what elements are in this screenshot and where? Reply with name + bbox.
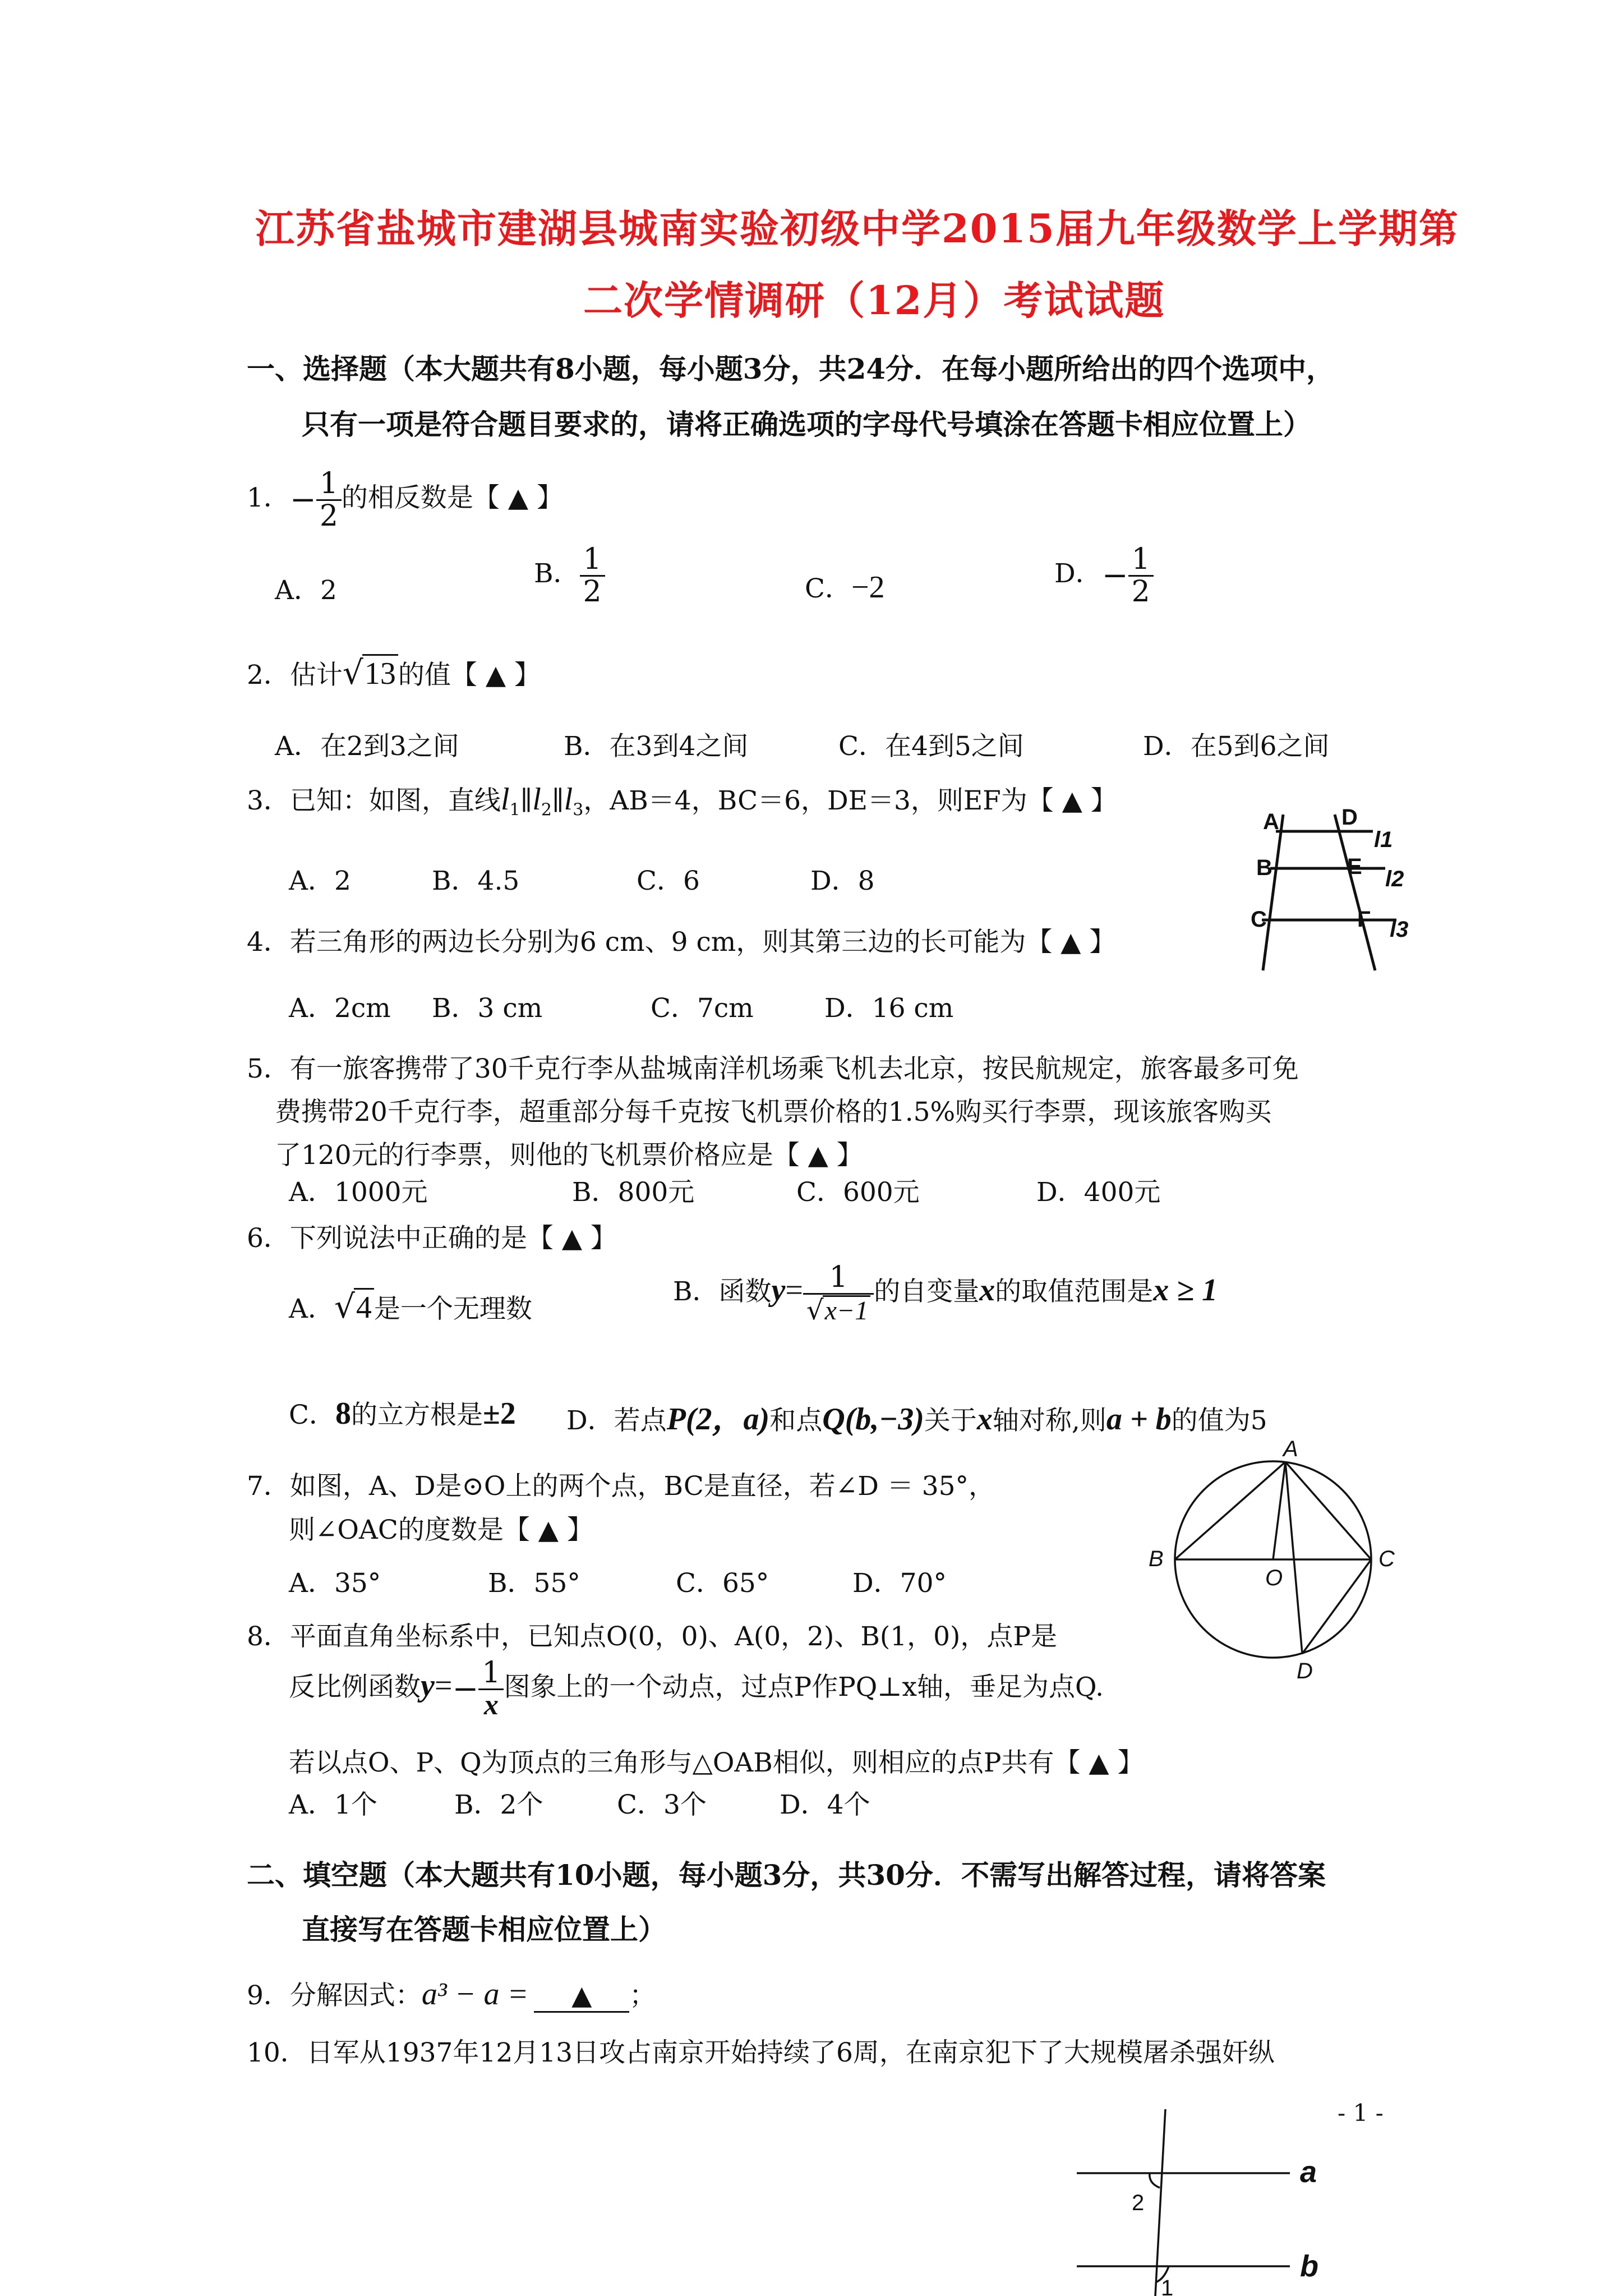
q8-option-c: C．3个 <box>617 1789 707 1820</box>
q5-option-c: C．600元 <box>796 1177 920 1208</box>
q3-option-d: D．8 <box>810 866 875 896</box>
question-6: 6．下列说法中正确的是【 ▲ 】 <box>247 1223 617 1254</box>
question-number: 1． <box>247 482 290 514</box>
label-D: D <box>1297 1659 1313 1683</box>
segment-ad <box>1285 1462 1302 1654</box>
question-2: 2．估计√13的值【 ▲ 】 <box>247 654 541 692</box>
q2-option-a: A．在2到3之间 <box>275 731 459 762</box>
question-5-line2: 费携带20千克行李，超重部分每千克按飞机票价格的1.5%购买行李票，现该旅客购买 <box>275 1097 1272 1128</box>
angle-2-arc <box>1150 2173 1160 2188</box>
label-l1: l1 <box>1374 827 1393 852</box>
section1-header-line2: 只有一项是符合题目要求的，请将正确选项的字母代号填涂在答题卡相应位置上） <box>302 408 1311 441</box>
q7-option-a: A．35° <box>289 1568 381 1599</box>
q5-option-d: D．400元 <box>1036 1177 1161 1208</box>
fraction: $\frac{1}{2}$ <box>316 468 342 531</box>
label-a: a <box>1300 2155 1317 2189</box>
document-title-line2: 二次学情调研（12月）考试试题 <box>583 277 1165 324</box>
label-l3: l3 <box>1390 917 1409 942</box>
label-B: B <box>1149 1547 1164 1571</box>
label-O: O <box>1265 1566 1283 1590</box>
q6-option-c: C．8的立方根是±2 <box>289 1396 516 1431</box>
label-F: F <box>1357 907 1371 932</box>
document-title-line1: 江苏省盐城市建湖县城南实验初级中学2015届九年级数学上学期第 <box>255 205 1459 252</box>
label-l2: l2 <box>1385 867 1404 891</box>
label-E: E <box>1347 854 1362 879</box>
q1-option-a: A．2 <box>275 575 337 606</box>
q6-option-b: B．函数y= $\frac{1}{√x-1}$ 的自变量x的取值范围是x ≥ 1 <box>673 1260 1218 1326</box>
q7-option-c: C．65° <box>676 1568 769 1599</box>
transversal <box>1155 2109 1165 2296</box>
page-number: - 1 - <box>1338 2099 1384 2127</box>
question-8-line2: 反比例函数y=− $\frac{1}{x}$ 图象上的一个动点，过点P作PQ⊥x轴，垂足为点Q. <box>289 1656 1104 1721</box>
q4-option-a: A．2cm <box>289 993 391 1024</box>
transversal-left <box>1263 815 1283 970</box>
segment-cd <box>1302 1559 1371 1654</box>
question-7-line2: 则∠OAC的度数是【 ▲ 】 <box>289 1515 593 1545</box>
answer-blank: ▲ <box>534 1980 629 2013</box>
q2-option-c: C．在4到5之间 <box>838 731 1024 762</box>
q1-option-b: B． $\frac{1}{2}$ <box>534 544 605 607</box>
question-8-line3: 若以点O、P、Q为顶点的三角形与△OAB相似，则相应的点P共有【 ▲ 】 <box>289 1747 1144 1778</box>
circle-figure <box>1138 1436 1402 1683</box>
q4-option-d: D．16 cm <box>824 993 954 1024</box>
q5-option-b: B．800元 <box>572 1177 695 1208</box>
q7-option-b: B．55° <box>488 1568 580 1599</box>
q3-option-b: B．4.5 <box>432 866 520 896</box>
section1-header-line1: 一、选择题（本大题共有8小题，每小题3分，共24分．在每小题所给出的四个选项中， <box>247 352 1335 385</box>
angle-figure <box>1066 2098 1335 2296</box>
segment-ab <box>1175 1462 1285 1559</box>
question-10-line1: 10．日军从1937年12月13日攻占南京开始持续了6周，在南京犯下了大规模屠杀强奸纵 <box>247 2037 1275 2068</box>
q1-option-d: D．− $\frac{1}{2}$ <box>1054 544 1154 607</box>
label-A: A <box>1283 1437 1298 1461</box>
parallel-lines-figure <box>1223 802 1424 982</box>
q6-option-a: A．√4是一个无理数 <box>289 1287 532 1326</box>
q8-option-b: B．2个 <box>454 1789 543 1820</box>
q7-option-d: D．70° <box>852 1568 947 1599</box>
label-angle-1: 1 <box>1161 2276 1174 2296</box>
question-4: 4．若三角形的两边长分别为6 cm、9 cm，则其第三边的长可能为【 ▲ 】 <box>247 927 1116 958</box>
q2-option-d: D．在5到6之间 <box>1143 731 1330 762</box>
question-8-line1: 8．平面直角坐标系中，已知点O(0，0)、A(0，2)、B(1，0)，点P是 <box>247 1621 1057 1652</box>
q2-option-b: B．在3到4之间 <box>564 731 749 762</box>
label-angle-2: 2 <box>1132 2191 1145 2215</box>
minus-sign: − <box>289 481 316 518</box>
section2-header-line2: 直接写在答题卡相应位置上） <box>302 1913 666 1946</box>
q4-option-c: C．7cm <box>651 993 754 1024</box>
label-b: b <box>1300 2249 1318 2283</box>
q8-option-d: D．4个 <box>780 1789 870 1820</box>
question-9: 9．分解因式：a³ − a = ▲ ； <box>247 1977 656 2012</box>
q4-option-b: B．3 cm <box>432 993 543 1024</box>
question-3: 3．已知：如图，直线$l_1\parallel l_2\parallel l_3$，AB＝4，BC＝6，DE＝3，则EF为【 ▲ 】 <box>247 782 1117 820</box>
label-A: A <box>1263 809 1279 834</box>
label-B: B <box>1256 855 1272 880</box>
section2-header-line1: 二、填空题（本大题共有10小题，每小题3分，共30分．不需写出解答过程，请将答案 <box>247 1858 1326 1892</box>
label-C: C <box>1378 1547 1395 1571</box>
question-1 <box>247 468 563 531</box>
question-stem: 的相反数是【 ▲ 】 <box>341 482 563 514</box>
q3-option-c: C．6 <box>637 866 700 896</box>
segment-ao <box>1273 1462 1285 1559</box>
q6-option-d: D．若点P(2，a)和点Q(b,−3)关于x轴对称,则a + b的值为5 <box>566 1402 1267 1437</box>
question-5-line1: 5．有一旅客携带了30千克行李从盐城南洋机场乘飞机去北京，按民航规定，旅客最多可免 <box>247 1053 1299 1084</box>
question-7-line1: 7．如图，A、D是⊙O上的两个点，BC是直径，若∠D ＝ 35°， <box>247 1471 995 1502</box>
label-D: D <box>1341 805 1358 830</box>
transversal-right <box>1335 815 1375 970</box>
sqrt-symbol: √ <box>342 654 363 692</box>
q3-option-a: A．2 <box>289 866 351 896</box>
q5-option-a: A．1000元 <box>289 1177 428 1208</box>
q8-option-a: A．1个 <box>289 1789 377 1820</box>
q1-option-c: C．−2 <box>805 570 885 605</box>
label-C: C <box>1251 907 1267 932</box>
question-5-line3: 了120元的行李票，则他的飞机票价格应是【 ▲ 】 <box>275 1140 863 1171</box>
